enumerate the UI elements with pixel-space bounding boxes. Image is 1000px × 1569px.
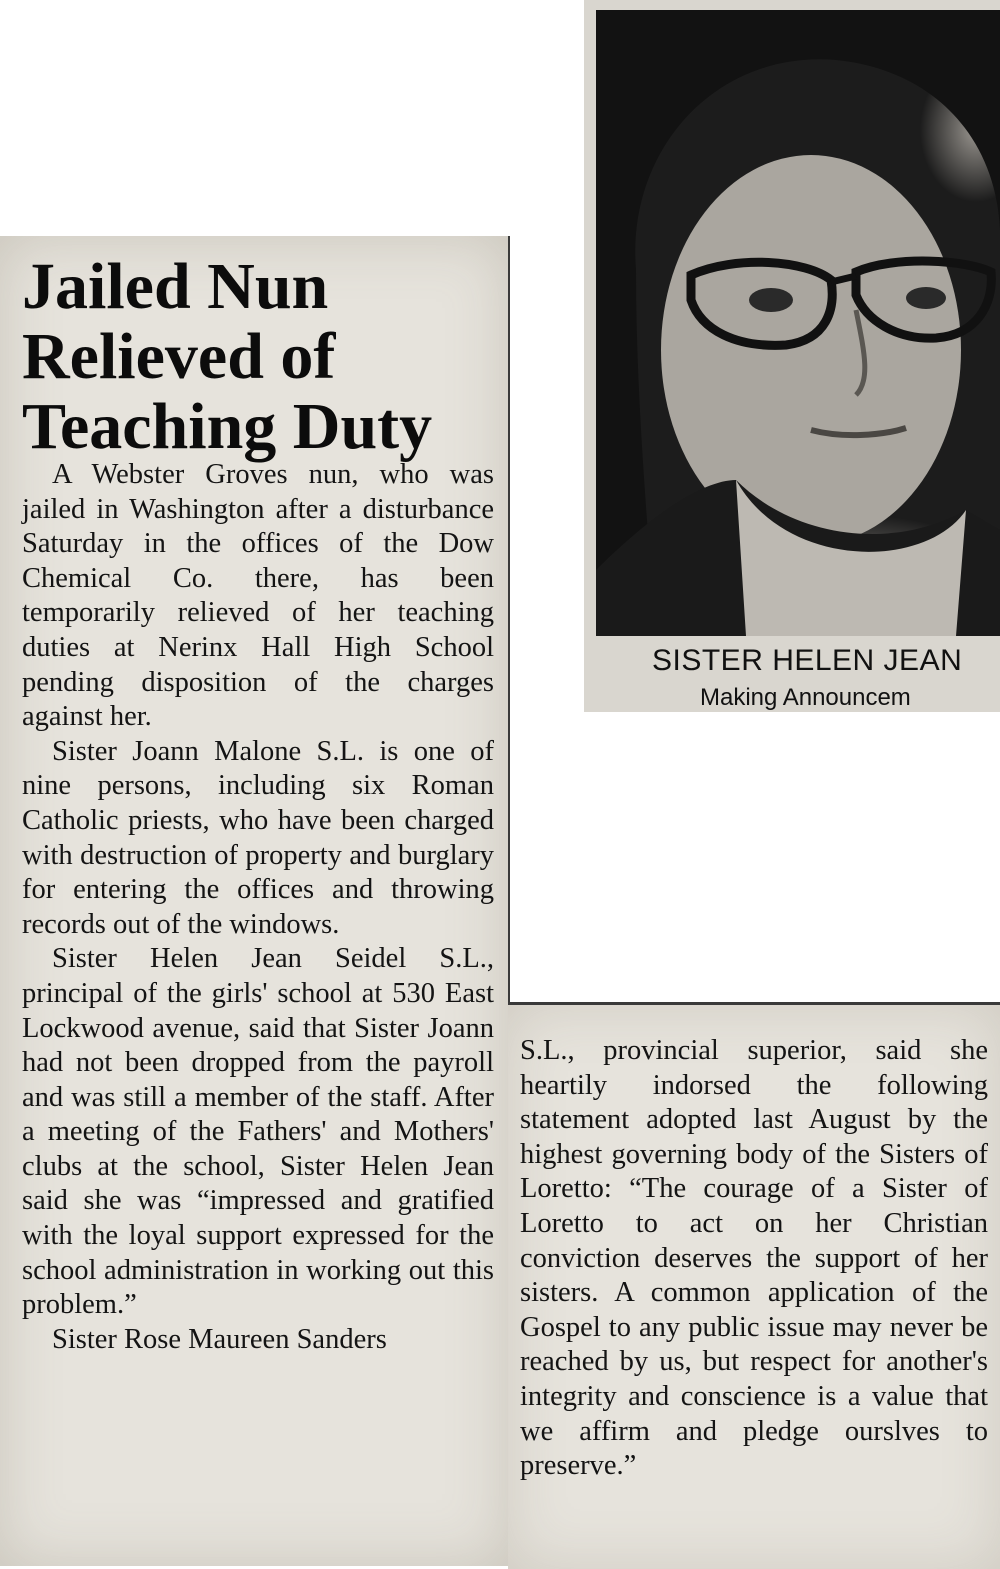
photo-caption-name: SISTER HELEN JEAN: [652, 644, 963, 677]
paragraph: S.L., provincial superior, said she heartily indorsed the following statement adopted last August by the highest governing body of the Sisters of Loretto: “The courage of a Sister of Loretto to act on her Christian conviction deserves the support of her sisters. A common application of the Gospel to any public issue may never be reached by us, but respect for another's integrity and conscience is a value that we affirm and pledge ourslves to preserve.”: [520, 1035, 988, 1482]
paragraph: A Webster Groves nun, who was jailed in Washington after a disturbance Saturday in the offices of the Dow Chemical Co. there, has been temporarily relieved of her teaching duties at Nerinx Hall High School pending disposition of the charges against her.: [22, 459, 494, 733]
portrait-photo: [596, 10, 1000, 636]
portrait-illustration: [596, 10, 1000, 636]
photo-caption-subtitle: Making Announcem: [700, 684, 911, 711]
paragraph: Sister Rose Maureen Sanders: [52, 1323, 387, 1355]
headline-line-2: Relieved of: [22, 320, 336, 393]
paragraph: Sister Joann Malone S.L. is one of nine persons, including six Roman Catholic priests, who have been charged with destruction of property and burglary for entering the offices and throwing records out of the windows.: [22, 735, 494, 940]
paragraph: Sister Helen Jean Seidel S.L., principal of the girls' school at 530 East Lockwood avenue, said that Sister Joann had not been dropped from the payroll and was still a member of the staff. After a meeting of the Fathers' and Mothers' clubs at the school, Sister Helen Jean said she was “impressed and gratified with the loyal support expressed for the school administration in working out this problem.”: [22, 943, 494, 1321]
headline-line-1: Jailed Nun: [22, 250, 329, 323]
article-body-right: [520, 1034, 988, 1484]
article-body-left: [22, 458, 494, 1357]
headline-line-3: Teaching Duty: [22, 390, 433, 463]
headline: [22, 252, 492, 462]
